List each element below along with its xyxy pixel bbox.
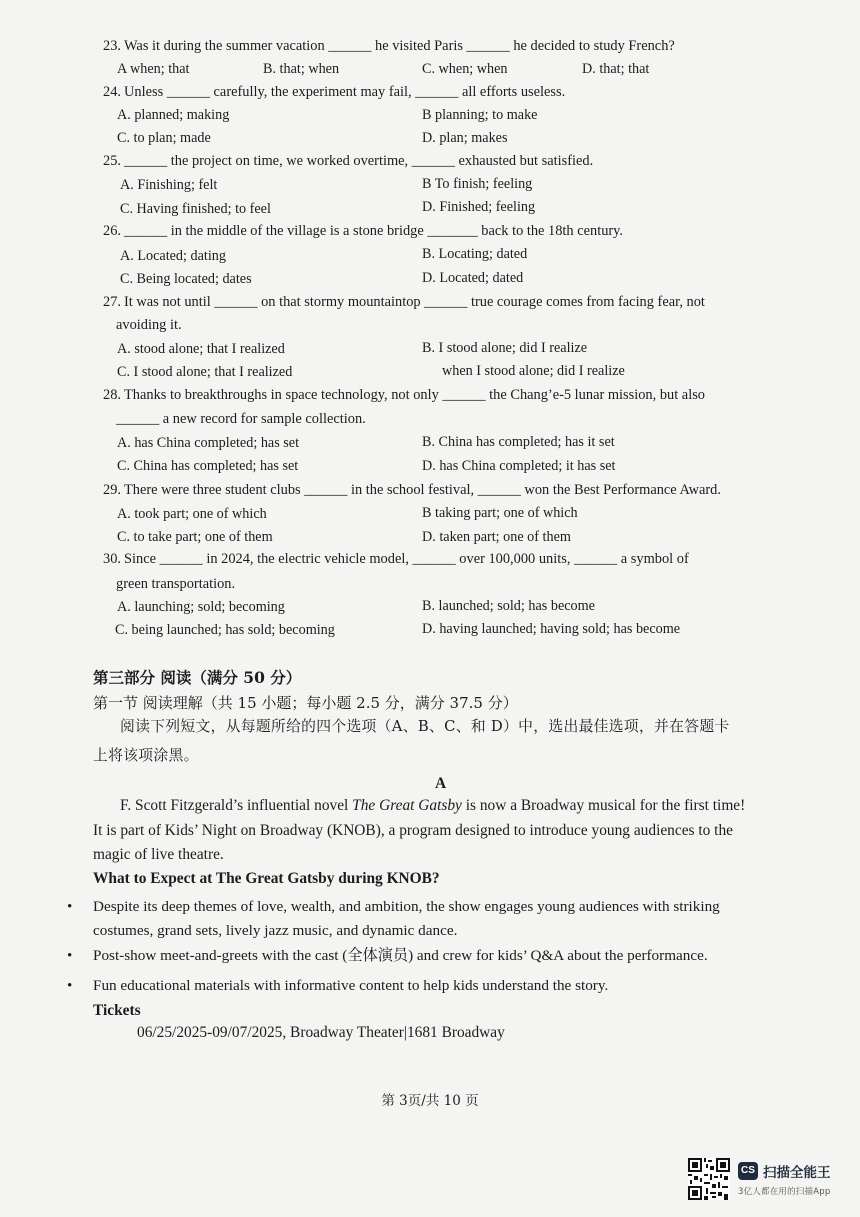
cs-logo-icon: CS — [738, 1162, 758, 1180]
question-27-stem-continued: avoiding it. — [116, 317, 182, 333]
section1-title: 第一节 阅读理解（共 15 小题；每小题 2.5 分，满分 37.5 分） — [93, 694, 518, 712]
passage-intro-line-1: F. Scott Fitzgerald’s influential novel The Great Gatsby is now a Broadway musical for the first time! — [120, 797, 746, 814]
question-28-stem: 28. Thanks to breakthroughs in space technology, not only ______ the Chang’e-5 lunar mission, but also — [103, 387, 705, 403]
question-23-option-d: D. that; that — [582, 61, 650, 77]
bullet-dot: • — [67, 977, 73, 994]
question-25-option-c: C. Having finished; to feel — [120, 201, 271, 217]
question-24-option-c: C. to plan; made — [117, 130, 211, 146]
part3-title: 第三部分 阅读（满分 50 分） — [93, 668, 302, 687]
question-30-stem: 30. Since ______ in 2024, the electric vehicle model, ______ over 100,000 units, ______ a symbol of — [103, 551, 689, 567]
scanner-slogan: 3亿人都在用的扫描App — [738, 1187, 831, 1197]
question-29-option-b: B taking part; one of which — [422, 505, 578, 521]
question-27-option-a: A. stood alone; that I realized — [117, 341, 285, 357]
instructions-line-2: 上将该项涂黑。 — [93, 747, 199, 764]
question-25-stem: 25. ______ the project on time, we worked overtime, ______ exhausted but satisfied. — [103, 153, 594, 169]
question-29-stem: 29. There were three student clubs ______ in the school festival, ______ won the Best Performance Award. — [103, 482, 721, 498]
passage-letter: A — [435, 775, 447, 792]
question-30-option-d: D. having launched; having sold; has become — [422, 621, 681, 637]
question-29-option-c: C. to take part; one of them — [117, 529, 273, 545]
question-28-option-c: C. China has completed; has set — [117, 458, 299, 474]
passage-heading: What to Expect at The Great Gatsby during KNOB? — [93, 870, 440, 887]
question-29-option-d: D. taken part; one of them — [422, 529, 571, 545]
question-25-option-d: D. Finished; feeling — [422, 199, 536, 215]
question-23-stem: 23. Was it during the summer vacation ______ he visited Paris ______ he decided to study French? — [103, 38, 675, 54]
bullet-item-2: • Post-show meet-and-greets with the cast (全体演员) and crew for kids’ Q&A about the performance. — [93, 944, 783, 968]
passage-intro-line-2: It is part of Kids’ Night on Broadway (KNOB), a program designed to introduce young audiences to the — [93, 822, 733, 839]
question-28-stem-continued: ______ a new record for sample collection. — [116, 411, 366, 427]
scanner-watermark — [688, 1158, 858, 1204]
question-28-option-a: A. has China completed; has set — [117, 435, 300, 451]
question-23-option-c: C. when; when — [422, 61, 508, 77]
question-26-option-c: C. Being located; dates — [120, 271, 252, 287]
question-26-option-b: B. Locating; dated — [422, 246, 528, 262]
bullet-dot: • — [67, 947, 73, 964]
tickets-info: 06/25/2025-09/07/2025, Broadway Theater|1681 Broadway — [137, 1024, 505, 1041]
page-footer: 第 3页/共 10 页 — [381, 1093, 479, 1109]
novel-title: The Great Gatsby — [352, 797, 462, 814]
question-24-stem: 24. Unless ______ carefully, the experiment may fail, ______ all efforts useless. — [103, 84, 566, 100]
scanner-app-name: 扫描全能王 — [763, 1165, 831, 1181]
question-26-option-d: D. Located; dated — [422, 270, 524, 286]
question-24-option-b: B planning; to make — [422, 107, 538, 123]
tickets-heading: Tickets — [93, 1002, 141, 1019]
question-28-option-d: D. has China completed; it has set — [422, 458, 616, 474]
question-24-option-d: D. plan; makes — [422, 130, 508, 146]
question-27-option-c: C. I stood alone; that I realized — [117, 364, 293, 380]
question-25-option-a: A. Finishing; felt — [120, 177, 218, 193]
bullet-item-3: • Fun educational materials with informative content to help kids understand the story. — [93, 974, 783, 998]
qr-code-icon — [688, 1158, 730, 1200]
bullet-item-1: • Despite its deep themes of love, wealth, and ambition, the show engages young audiences with striking costumes, grand sets, lively jazz music, and dynamic dance. — [93, 895, 783, 943]
question-27-option-b: B. I stood alone; did I realize — [422, 340, 588, 356]
question-25-option-b: B To finish; feeling — [422, 176, 533, 192]
question-30-option-b: B. launched; sold; has become — [422, 598, 595, 614]
question-28-option-b: B. China has completed; has it set — [422, 434, 615, 450]
instructions-line-1: 阅读下列短文，从每题所给的四个选项（A、B、C、和 D）中，选出最佳选项，并在答题卡 — [120, 718, 730, 735]
question-27-stem: 27. It was not until ______ on that stormy mountaintop ______ true courage comes from facing fear, not — [103, 294, 705, 310]
question-30-option-a: A. launching; sold; becoming — [117, 599, 285, 615]
question-27-option-d: when I stood alone; did I realize — [442, 363, 625, 379]
question-23-option-b: B. that; when — [263, 61, 340, 77]
question-26-stem: 26. ______ in the middle of the village is a stone bridge _______ back to the 18th century. — [103, 223, 624, 239]
question-29-option-a: A. took part; one of which — [117, 506, 267, 522]
question-26-option-a: A. Located; dating — [120, 248, 226, 264]
question-23-option-a: A when; that — [117, 61, 190, 77]
question-30-option-c: C. being launched; has sold; becoming — [115, 622, 335, 638]
bullet-dot: • — [67, 898, 73, 915]
passage-intro-line-3: magic of live theatre. — [93, 846, 224, 863]
question-30-stem-continued: green transportation. — [116, 576, 236, 592]
question-24-option-a: A. planned; making — [117, 107, 230, 123]
